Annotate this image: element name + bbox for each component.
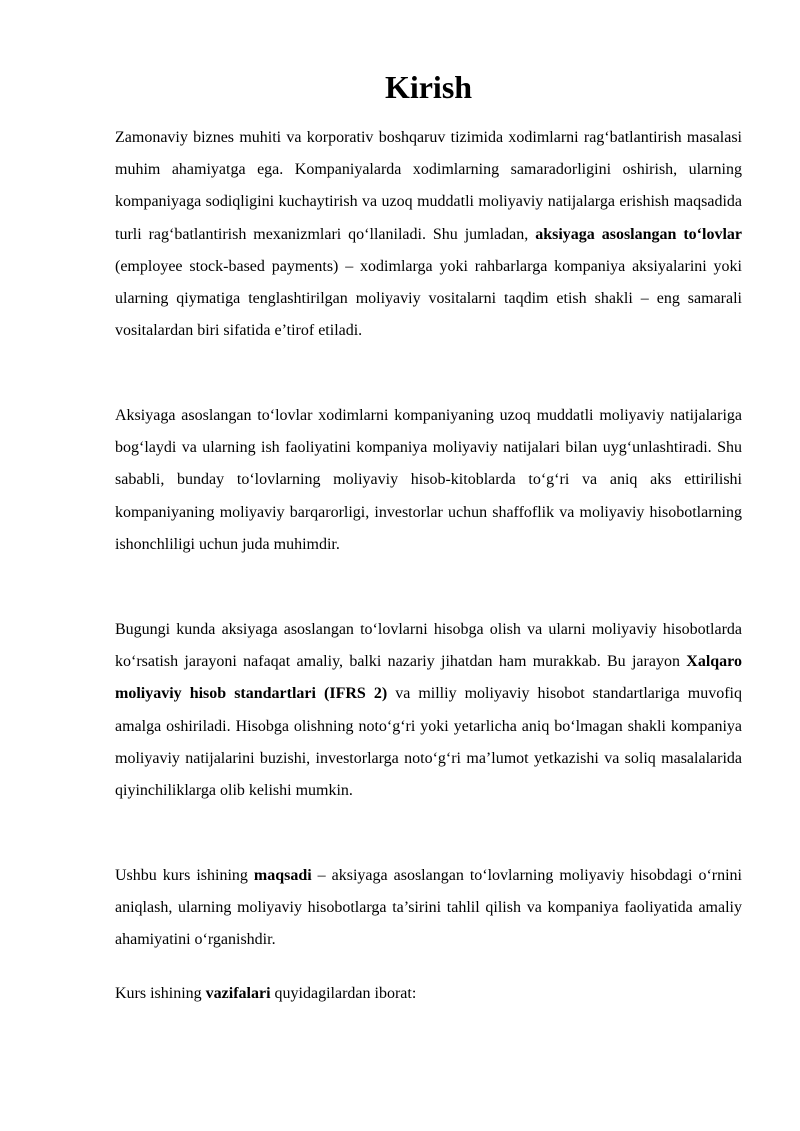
bold-term: vazifalari (205, 985, 271, 1002)
page-title: Kirish (384, 69, 473, 105)
paragraph-text: va milliy moliyaviy hisobot standartlariga muvofiq amalga oshiriladi. Hisobga olishning noto‘g‘ri yoki yetarlicha aniq bo‘lmagan shakli kompaniya moliyaviy natijalarini buzishi, investorlarga noto‘g‘ri ma’lumot yetkazishi va soliq masalalarida qiyinchiliklarga olib kelishi mumkin. (115, 685, 743, 800)
paragraph-text: Kurs ishining (115, 985, 206, 1002)
paragraph-text: Zamonaviy biznes muhiti va korporativ boshqaruv tizimida xodimlarni rag‘batlantirish masalasi muhim ahamiyatga ega. Kompaniyalarda xodimlarning samaradorligini oshirish, ularning kompaniyaga sodiqligini kuchaytirish va uzoq muddatli moliyaviy natijalarga erishish maqsadida turli rag‘batlantirish mexanizmlari qo‘llaniladi. Shu jumladan, (115, 129, 742, 243)
bold-term: aksiyaga asoslangan to‘lovlar (535, 225, 742, 243)
paragraph-introduction (115, 122, 742, 347)
bold-term: Xalqaro moliyaviy hisob standartlari (IFRS 2) (115, 653, 742, 703)
paragraph-importance (115, 400, 742, 561)
paragraph-goal (115, 860, 742, 957)
paragraph-text: Ushbu kurs ishining (115, 867, 254, 884)
paragraph-text: quyidagilardan iborat: (270, 985, 417, 1002)
bold-term: maqsadi (253, 867, 312, 884)
paragraph-text: Aksiyaga asoslangan to‘lovlar xodimlarni kompaniyaning uzoq muddatli moliyaviy natijalariga bog‘laydi va ularning ish faoliyatini kompaniya moliyaviy natijalari bilan uyg‘unlashtiradi. Shu sababli, bunday to‘lovlarning moliyaviy hisob-kitoblarda to‘g‘ri va aniq aks ettirilishi kompaniyaning moliyaviy barqarorligi, investorlar uchun shaffoflik va moliyaviy hisobotlarning ishonchliligi uchun juda muhimdir. (115, 407, 742, 553)
paragraph-text: Bugungi kunda aksiyaga asoslangan to‘lovlarni hisobga olish va ularni moliyaviy hisobotlarda ko‘rsatish jarayoni nafaqat amaliy, balki nazariy jihatdan ham murakkab. Bu jarayon (115, 621, 742, 671)
paragraph-text: (employee stock-based payments) – xodimlarga yoki rahbarlarga kompaniya aksiyalarini yoki ularning qiymatiga tenglashtirilgan moliyaviy vositalarni taqdim etish shakli – eng samarali vositalardan biri sifatida e’tirof etiladi. (115, 257, 742, 340)
paragraph-tasks (115, 978, 742, 1010)
paragraph-accounting (115, 614, 742, 807)
paragraph-text: – aksiyaga asoslangan to‘lovlarning moliyaviy hisobdagi o‘rnini aniqlash, ularning moliyaviy hisobotlarga ta’sirini tahlil qilish va kompaniya faoliyatida amaliy ahamiyatini o‘rganishdir. (115, 867, 742, 949)
